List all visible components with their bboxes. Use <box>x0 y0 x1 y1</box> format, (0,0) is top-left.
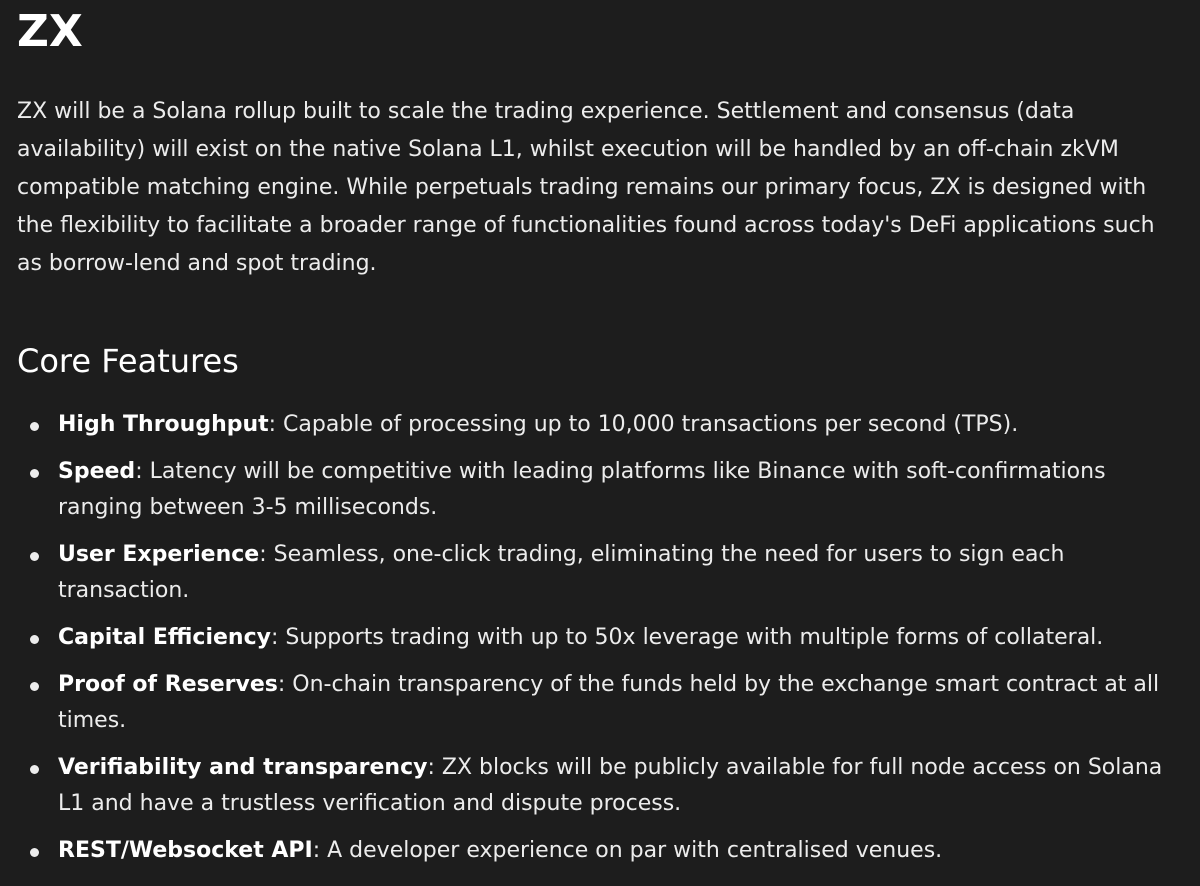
list-item-capital-efficiency <box>17 620 1167 656</box>
bullet-icon <box>30 635 39 644</box>
bullet-icon <box>30 552 39 561</box>
feature-description: : Capable of processing up to 10,000 transactions per second (TPS). <box>268 412 1019 437</box>
feature-description: : Latency will be competitive with leading platforms like Binance with soft-confirmations ranging between 3-5 milliseconds. <box>58 459 1106 520</box>
feature-name: Proof of Reserves <box>58 672 278 697</box>
feature-name: High Throughput <box>58 412 269 437</box>
feature-name: Capital Efficiency <box>58 625 271 650</box>
feature-name: User Experience <box>58 542 260 567</box>
list-item-proof-of-reserves <box>17 667 1167 739</box>
list-item-verifiability <box>17 750 1167 822</box>
feature-description: : ZX blocks will be publicly available for full node access on Solana L1 and have a trustless verification and dispute process. <box>58 755 1163 816</box>
feature-description: : Seamless, one-click trading, eliminating the need for users to sign each transaction. <box>58 542 1065 603</box>
list-item-user-experience <box>17 537 1167 609</box>
list-item-rest-websocket-api <box>17 833 1167 869</box>
bullet-icon <box>30 848 39 857</box>
list-item-speed <box>17 454 1167 526</box>
bullet-icon <box>30 422 39 431</box>
feature-name: REST/Websocket API <box>58 838 313 863</box>
feature-description: : A developer experience on par with centralised venues. <box>312 838 943 863</box>
page-title: ZX <box>17 6 83 57</box>
core-features-list <box>17 407 1167 869</box>
section-heading-core-features: Core Features <box>17 342 239 380</box>
intro-paragraph: ZX will be a Solana rollup built to scale the trading experience. Settlement and consensus (data availability) will exist on the native Solana L1, whilst execution will be handled by an off-chain zkVM compatible matching engine. While perpetuals trading remains our primary focus, ZX is designed with the flexibility to facilitate a broader range of functionalities found across today's DeFi applications such as borrow-lend and spot trading. <box>17 99 1155 276</box>
bullet-icon <box>30 765 39 774</box>
feature-description: : On-chain transparency of the funds held by the exchange smart contract at all times. <box>58 672 1160 733</box>
feature-description: : Supports trading with up to 50x leverage with multiple forms of collateral. <box>270 625 1104 650</box>
bullet-icon <box>30 682 39 691</box>
bullet-icon <box>30 469 39 478</box>
feature-name: Verifiability and transparency <box>58 755 428 780</box>
list-item-high-throughput <box>17 407 1167 443</box>
feature-name: Speed <box>58 459 136 484</box>
